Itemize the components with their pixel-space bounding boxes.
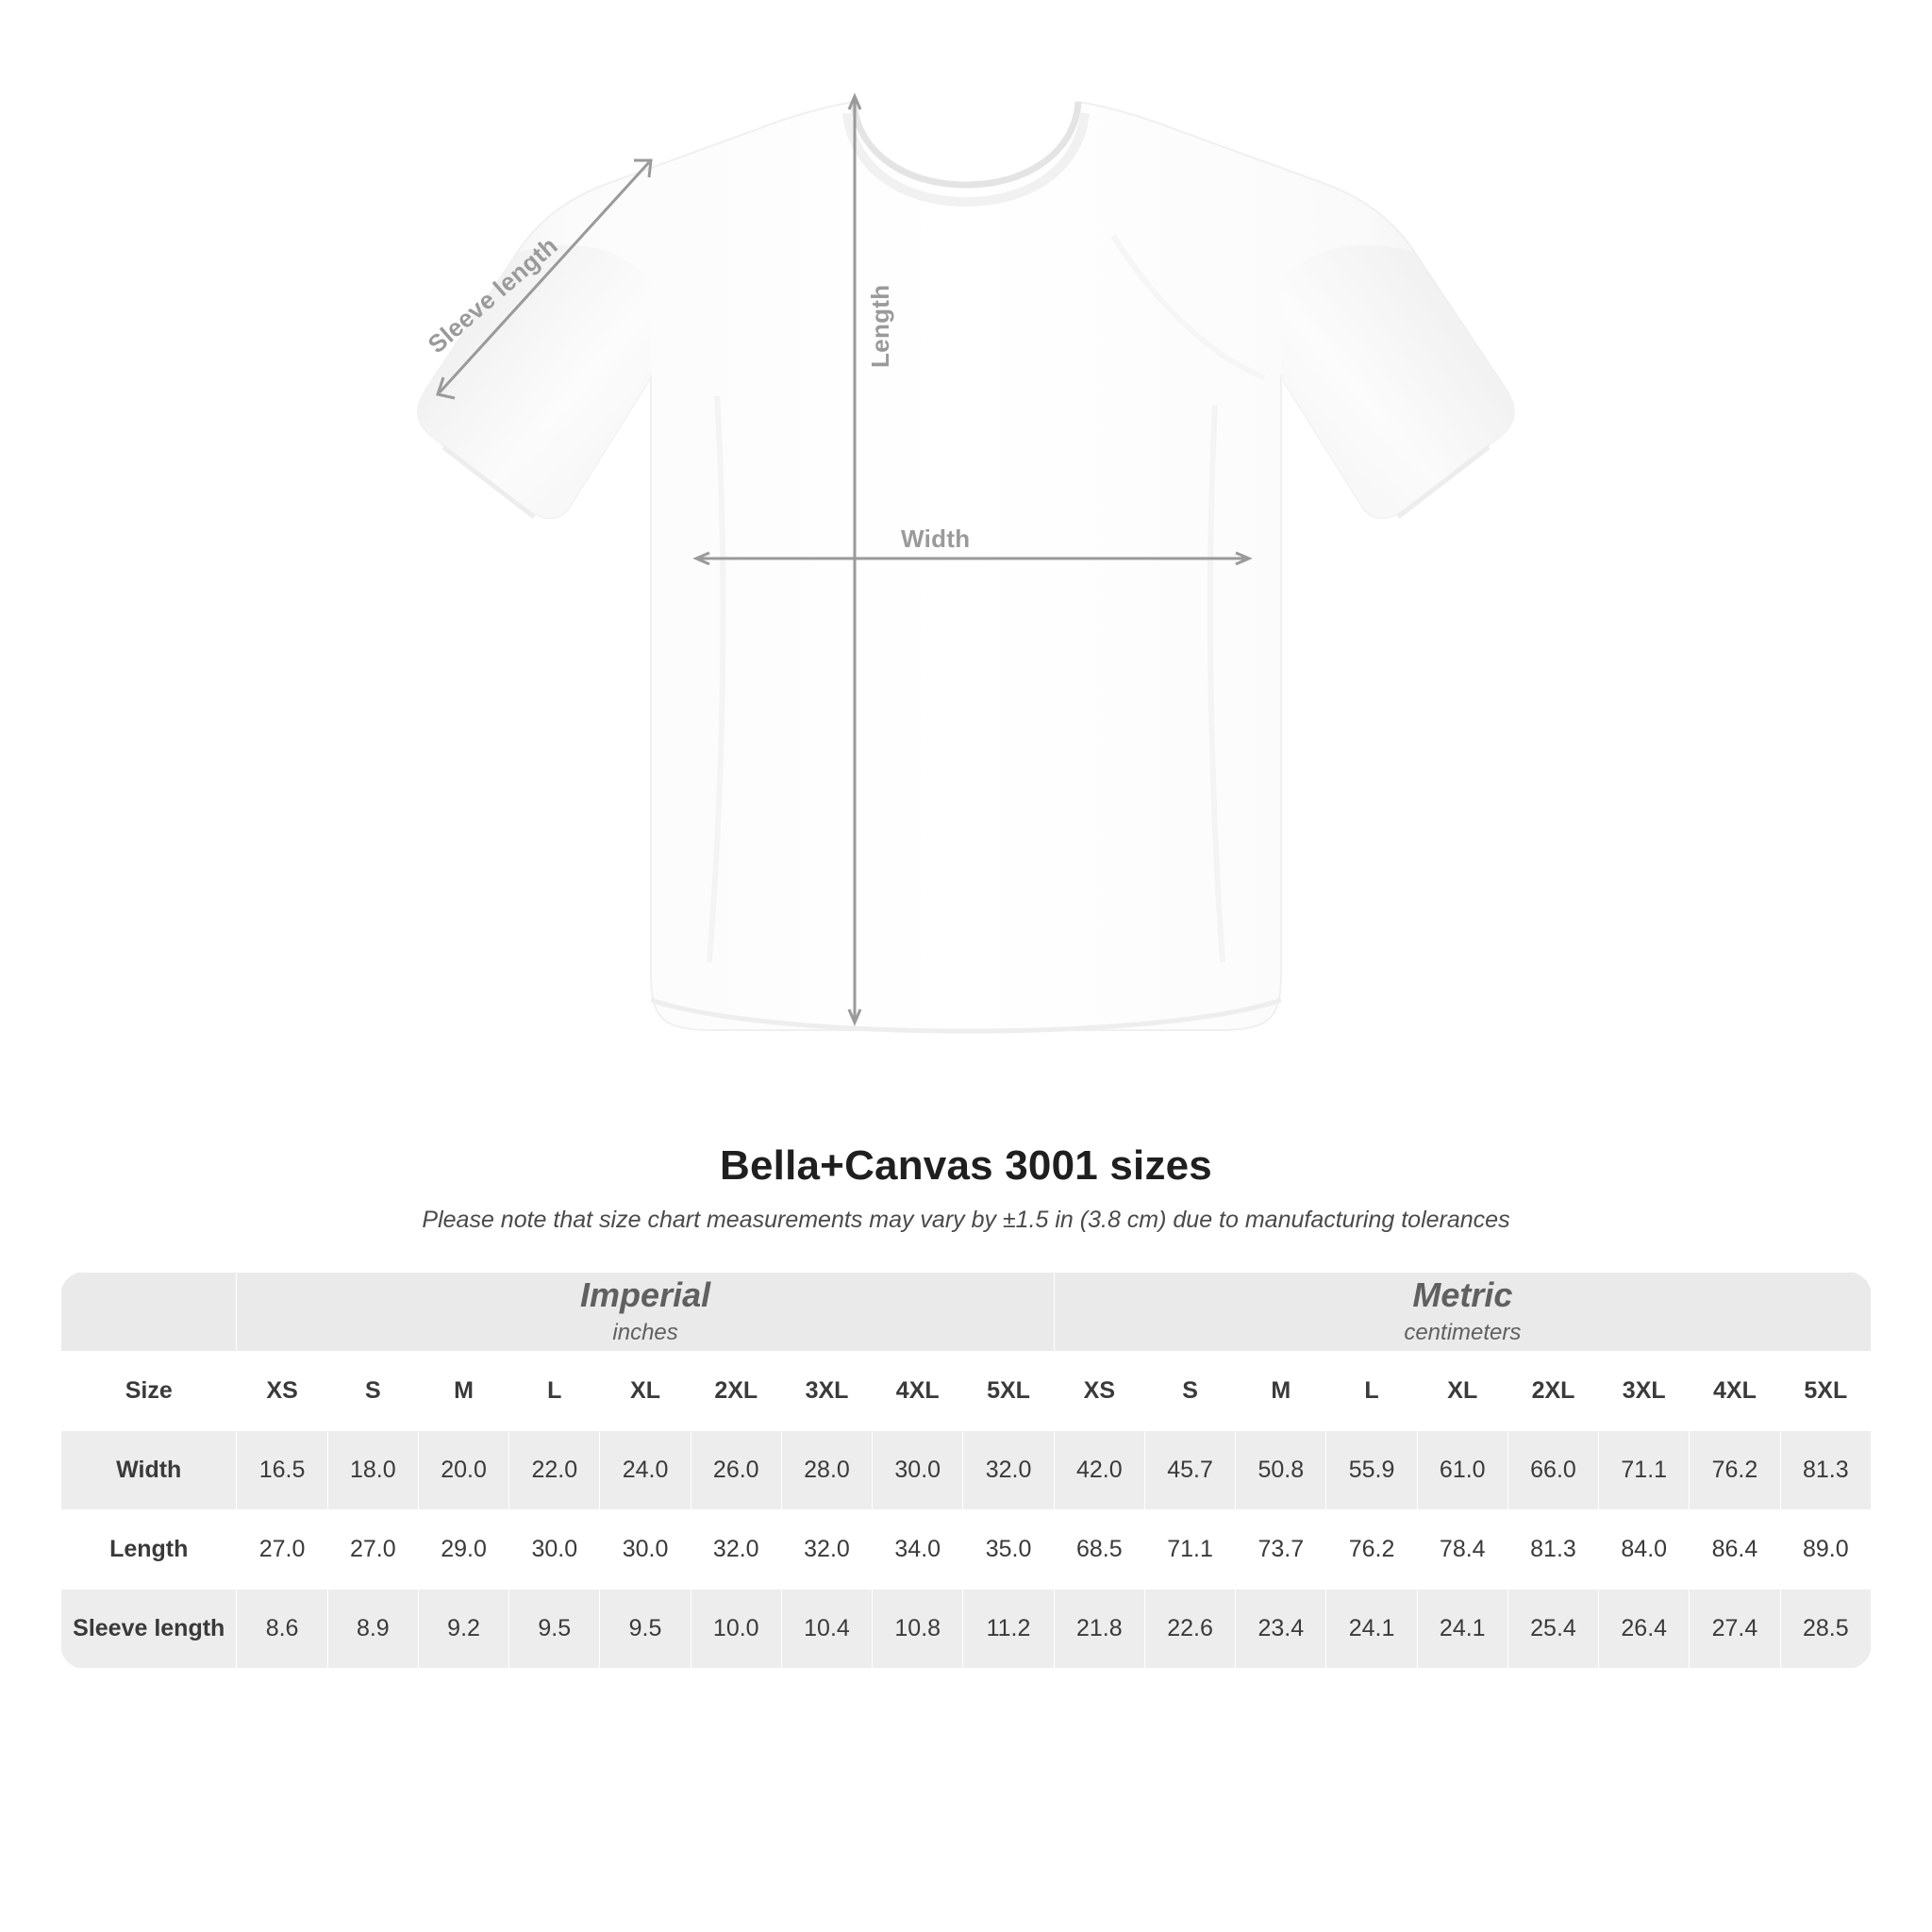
size-header-cell: 3XL: [1599, 1352, 1690, 1431]
table-cell: 23.4: [1236, 1590, 1326, 1669]
table-cell: 26.0: [691, 1431, 781, 1510]
table-cell: 30.0: [600, 1510, 691, 1590]
size-header-cell: M: [418, 1352, 508, 1431]
table-cell: 16.5: [237, 1431, 327, 1510]
table-cell: 24.1: [1417, 1590, 1507, 1669]
table-cell: 81.3: [1780, 1431, 1871, 1510]
table-cell: 10.0: [691, 1590, 781, 1669]
table-cell: 89.0: [1780, 1510, 1871, 1590]
sleeve-length-dimension-label: Sleeve length: [422, 231, 563, 359]
table-cell: 28.5: [1780, 1590, 1871, 1669]
unit-metric-title: Metric: [1412, 1275, 1513, 1314]
size-header-cell: M: [1236, 1352, 1326, 1431]
table-cell: 78.4: [1417, 1510, 1507, 1590]
table-cell: 8.9: [327, 1590, 418, 1669]
size-header-cell: S: [327, 1352, 418, 1431]
table-cell: 18.0: [327, 1431, 418, 1510]
table-cell: 24.0: [600, 1431, 691, 1510]
table-cell: 32.0: [781, 1510, 872, 1590]
unit-imperial-sub: inches: [612, 1320, 678, 1345]
size-table: [60, 1272, 1872, 1669]
size-header-cell: XS: [1054, 1352, 1144, 1431]
table-cell: 27.0: [237, 1510, 327, 1590]
size-header-cell: 4XL: [1690, 1352, 1780, 1431]
table-cell: 76.2: [1690, 1431, 1780, 1510]
table-cell: 22.6: [1144, 1590, 1235, 1669]
table-cell: 34.0: [873, 1510, 963, 1590]
table-cell: 66.0: [1507, 1431, 1598, 1510]
size-header-cell: 4XL: [873, 1352, 963, 1431]
table-cell: 27.0: [327, 1510, 418, 1590]
row-label-width: Width: [61, 1431, 237, 1510]
size-header-cell: XL: [1417, 1352, 1507, 1431]
table-cell: 55.9: [1326, 1431, 1417, 1510]
size-header-cell: XL: [600, 1352, 691, 1431]
table-cell: 20.0: [418, 1431, 508, 1510]
length-dimension-label: Length: [866, 284, 894, 368]
row-label-length: Length: [61, 1510, 237, 1590]
table-cell: 8.6: [237, 1590, 327, 1669]
table-cell: 10.8: [873, 1590, 963, 1669]
table-cell: 61.0: [1417, 1431, 1507, 1510]
table-cell: 35.0: [963, 1510, 1054, 1590]
width-dimension-label: Width: [901, 525, 971, 553]
unit-header-imperial: [237, 1273, 1054, 1352]
size-header-cell: L: [509, 1352, 600, 1431]
unit-header-metric: [1054, 1273, 1871, 1352]
table-cell: 25.4: [1507, 1590, 1598, 1669]
table-cell: 11.2: [963, 1590, 1054, 1669]
tolerance-note: Please note that size chart measurements may vary by ±1.5 in (3.8 cm) due to manufacturing tolerances: [422, 1207, 1510, 1233]
table-cell: 21.8: [1054, 1590, 1144, 1669]
table-cell: 84.0: [1599, 1510, 1690, 1590]
table-cell: 26.4: [1599, 1590, 1690, 1669]
table-cell: 9.5: [509, 1590, 600, 1669]
table-cell: 24.1: [1326, 1590, 1417, 1669]
table-cell: 9.2: [418, 1590, 508, 1669]
table-cell: 22.0: [509, 1431, 600, 1510]
size-header-cell: 2XL: [691, 1352, 781, 1431]
table-cell: 28.0: [781, 1431, 872, 1510]
table-cell: 71.1: [1144, 1510, 1235, 1590]
unit-metric-sub: centimeters: [1404, 1320, 1522, 1345]
page-title: Bella+Canvas 3001 sizes: [720, 1142, 1212, 1189]
unit-header-spacer: [61, 1273, 237, 1352]
table-cell: 27.4: [1690, 1590, 1780, 1669]
table-cell: 32.0: [691, 1510, 781, 1590]
title-block: [0, 1142, 1932, 1234]
size-header-cell: 5XL: [1780, 1352, 1871, 1431]
size-header-cell: S: [1144, 1352, 1235, 1431]
row-label-sleeve-length: Sleeve length: [61, 1590, 237, 1669]
size-header-cell: 5XL: [963, 1352, 1054, 1431]
table-cell: 81.3: [1507, 1510, 1598, 1590]
table-cell: 45.7: [1144, 1431, 1235, 1510]
size-header-cell: 3XL: [781, 1352, 872, 1431]
size-header-cell: L: [1326, 1352, 1417, 1431]
table-cell: 73.7: [1236, 1510, 1326, 1590]
table-cell: 9.5: [600, 1590, 691, 1669]
unit-imperial-title: Imperial: [580, 1275, 711, 1314]
table-cell: 30.0: [509, 1510, 600, 1590]
table-cell: 50.8: [1236, 1431, 1326, 1510]
table-row: [61, 1590, 1872, 1669]
size-header-cell: 2XL: [1507, 1352, 1598, 1431]
table-row: [61, 1431, 1872, 1510]
table-cell: 76.2: [1326, 1510, 1417, 1590]
table-cell: 29.0: [418, 1510, 508, 1590]
table-cell: 68.5: [1054, 1510, 1144, 1590]
table-cell: 42.0: [1054, 1431, 1144, 1510]
size-table-container: [60, 1272, 1872, 1669]
table-cell: 32.0: [963, 1431, 1054, 1510]
table-cell: 71.1: [1599, 1431, 1690, 1510]
table-cell: 10.4: [781, 1590, 872, 1669]
table-cell: 30.0: [873, 1431, 963, 1510]
table-cell: 86.4: [1690, 1510, 1780, 1590]
size-header-cell: XS: [237, 1352, 327, 1431]
unit-header-row: [61, 1273, 1872, 1352]
size-header-row: [61, 1352, 1872, 1431]
size-header-label: Size: [61, 1352, 237, 1431]
table-row: [61, 1510, 1872, 1590]
